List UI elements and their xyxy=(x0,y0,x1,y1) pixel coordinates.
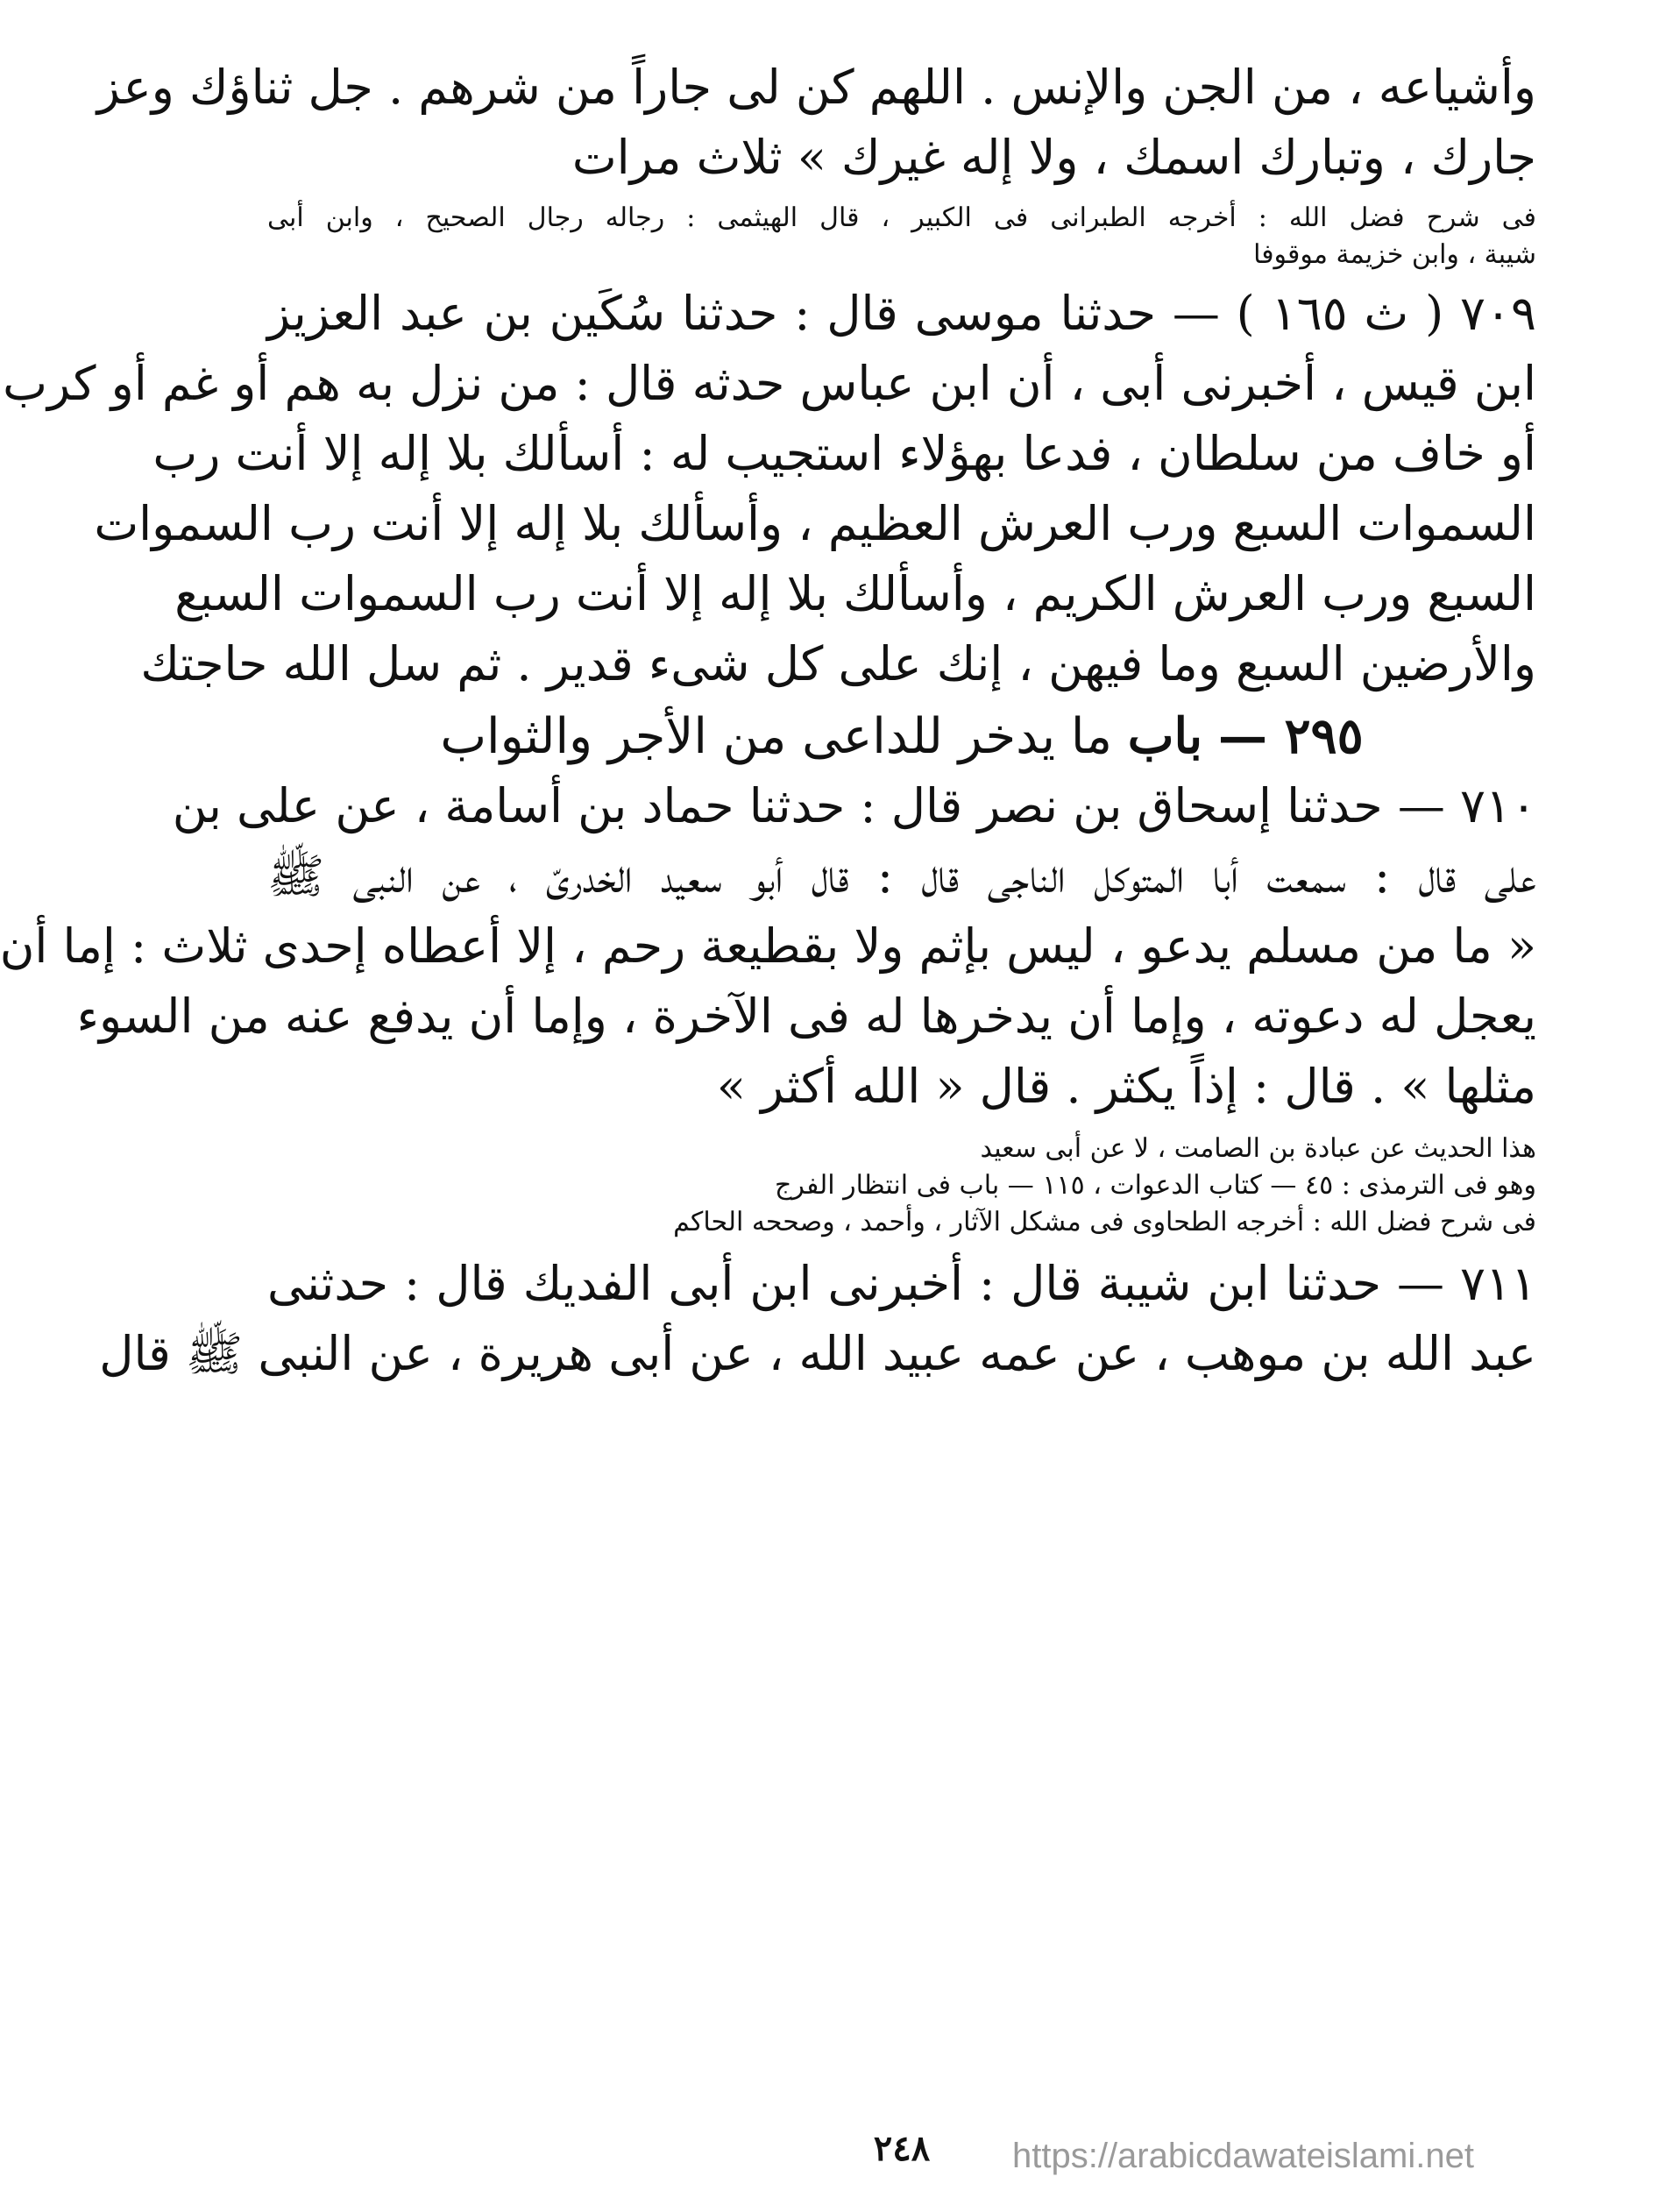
hadith-710-line: يعجل له دعوته ، وإما أن يدخرها له فى الآخرة ، وإما أن يدفع عنه من السوء xyxy=(76,989,1536,1044)
footnote-line: وهو فى الترمذى : ٤٥ — كتاب الدعوات ، ١١٥ — باب فى انتظار الفرج xyxy=(775,1170,1536,1201)
hadith-710-line: ٧١٠ — حدثنا إسحاق بن نصر قال : حدثنا حماد بن أسامة ، عن على بن xyxy=(172,778,1536,833)
hadith-709-line: السموات السبع ورب العرش العظيم ، وأسألك بلا إله إلا أنت رب السموات xyxy=(94,496,1536,551)
page-number: ٢٤٨ xyxy=(873,2128,931,2169)
footnote-line: فى شرح فضل الله : أخرجه الطحاوى فى مشكل الآثار ، وأحمد ، وصححه الحاكم xyxy=(673,1207,1536,1237)
text-line: وأشياعه ، من الجن والإنس . اللهم كن لى جاراً من شرهم . جل ثناؤك وعز xyxy=(96,60,1536,115)
footnote-line: فى شرح فضل الله : أخرجه الطبرانى فى الكبير ، قال الهيثمى : رجاله رجال الصحيح ، وابن أبى xyxy=(267,202,1536,233)
hadith-709-line: ٧٠٩ ( ث ١٦٥ ) — حدثنا موسى قال : حدثنا سُكَين بن عبد العزيز xyxy=(267,286,1537,341)
hadith-711-line: ٧١١ — حدثنا ابن شيبة قال : أخبرنى ابن أبى الفديك قال : حدثنى xyxy=(267,1256,1536,1311)
hadith-710-line: على قال : سمعت أبا المتوكل الناجى قال : قال أبو سعيد الخدرىّ ، عن النبى ﷺ xyxy=(267,848,1536,904)
hadith-709-line: السبع ورب العرش الكريم ، وأسألك بلا إله إلا أنت رب السموات السبع xyxy=(174,566,1536,621)
chapter-heading xyxy=(267,701,1536,771)
watermark-url: https://arabicdawateislami.net xyxy=(1012,2137,1474,2175)
chapter-number: ٢٩٥ — xyxy=(1217,707,1364,765)
hadith-710-line: مثلها » . قال : إذاً يكثر . قال « الله أكثر » xyxy=(716,1059,1536,1114)
footnote-line: شيبة ، وابن خزيمة موقوفا xyxy=(1253,239,1536,270)
text-line: جارك ، وتبارك اسمك ، ولا إله غيرك » ثلاث مرات xyxy=(571,130,1536,185)
chapter-word: باب xyxy=(1127,707,1203,765)
hadith-709-line: أو خاف من سلطان ، فدعا بهؤلاء استجيب له : أسألك بلا إله إلا أنت رب xyxy=(152,426,1536,481)
hadith-709-line: ابن قيس ، أخبرنى أبى ، أن ابن عباس حدثه قال : من نزل به هم أو غم أو كرب xyxy=(3,356,1536,411)
hadith-710-line: « ما من مسلم يدعو ، ليس بإثم ولا بقطيعة رحم ، إلا أعطاه إحدى ثلاث : إما أن xyxy=(0,918,1536,974)
footnote-line: هذا الحديث عن عبادة بن الصامت ، لا عن أبى سعيد xyxy=(980,1133,1536,1164)
hadith-709-line: والأرضين السبع وما فيهن ، إنك على كل شىء قدير . ثم سل الله حاجتك xyxy=(140,636,1536,691)
chapter-title: ما يدخر للداعى من الأجر والثواب xyxy=(440,708,1112,765)
hadith-711-line: عبد الله بن موهب ، عن عمه عبيد الله ، عن أبى هريرة ، عن النبى ﷺ قال xyxy=(99,1326,1536,1381)
